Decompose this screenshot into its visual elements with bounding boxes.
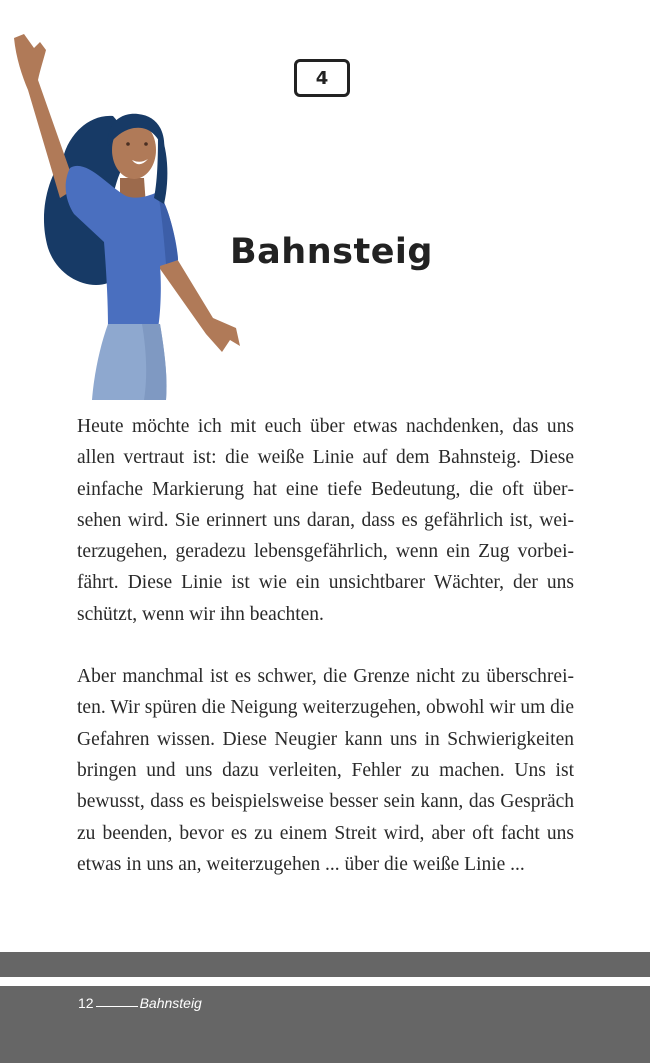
chapter-number: 4 bbox=[315, 67, 329, 89]
footer-band-top bbox=[0, 952, 650, 977]
paragraph: Aber manchmal ist es schwer, die Grenze nicht zu überschreiten. Wir spüren die Neigung weiterzugehen, obwohl wir um die Gefahren wissen. Diese Neugier kann uns in Schwierigkeiten bringen und uns dazu verleiten, Fehler zu machen. Uns ist bewusst, dass es beispielsweise besser sein kann, das Gespräch zu beenden, bevor es zu einem Streit wird, aber oft facht uns etwas in uns an, weiterzugehen ... über die weiße Linie ... bbox=[77, 666, 574, 875]
running-footer bbox=[78, 995, 202, 1011]
footer-rule bbox=[96, 1006, 138, 1007]
raised-arm bbox=[14, 34, 76, 198]
footer-page-number: 12 bbox=[78, 995, 94, 1011]
footer-section-name: Bahnsteig bbox=[139, 995, 202, 1011]
chapter-title: Bahnsteig bbox=[230, 232, 433, 272]
waving-woman-illustration bbox=[8, 28, 248, 400]
paragraph: Heute möchte ich mit euch über etwas nachdenken, das uns allen vertraut ist: die weiße Linie auf dem Bahnsteig. Diese einfache Markierung hat eine tiefe Bedeutung, die oft übersehen wird. Sie erinnert uns daran, dass es gefährlich ist, weiterzugehen, geradezu lebensgefährlich, wenn ein Zug vorbeifährt. Diese Linie ist wie ein unsichtbarer Wächter, der uns schützt, wenn wir ihn beachten. bbox=[77, 416, 574, 625]
body-text bbox=[77, 411, 574, 880]
chapter-number-badge bbox=[294, 59, 350, 97]
